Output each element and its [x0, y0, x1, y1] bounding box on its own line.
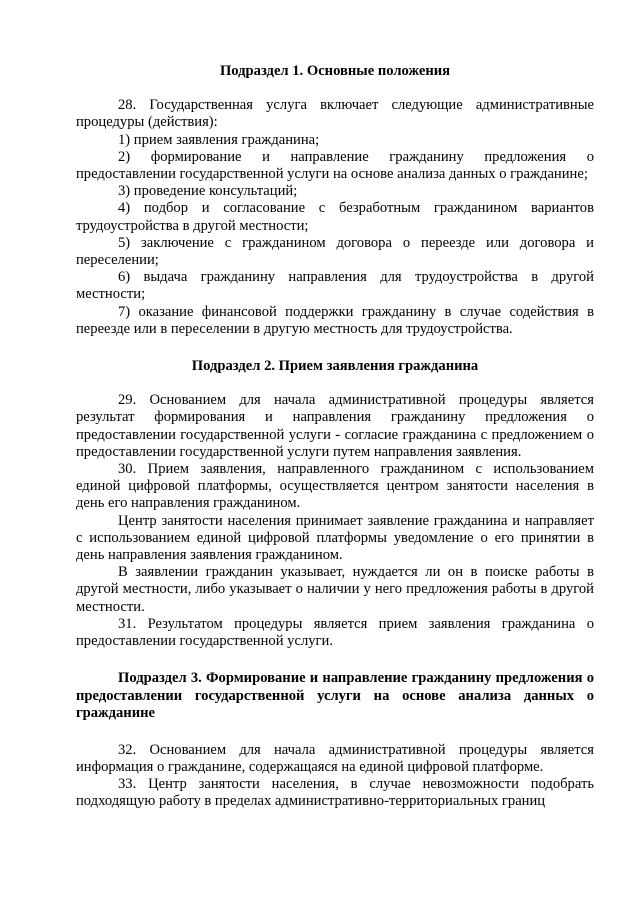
section-1-heading: Подраздел 1. Основные положения: [219, 63, 451, 79]
paragraph: Центр занятости населения принимает заявление гражданина и направляет с использованием единой цифровой платформы уведомление о его принятии в день направления заявления гражданином.: [76, 512, 594, 564]
paragraph: 7) оказание финансовой поддержки гражданину в случае содействия в переезде или в переселении в другую местность для трудоустройства.: [76, 303, 594, 337]
section-3: [76, 670, 594, 810]
paragraph: 28. Государственная услуга включает следующие административные процедуры (действия):: [76, 97, 594, 131]
paragraph: В заявлении гражданин указывает, нуждается ли он в поиске работы в другой местности, либо указывает о наличии у него предложения работы в другой местности.: [76, 564, 594, 615]
paragraph: 3) проведение консультаций;: [118, 183, 298, 200]
paragraph: 4) подбор и согласование с безработным гражданином вариантов трудоустройства в другой местности;: [76, 200, 594, 234]
section-2-heading: Подраздел 2. Прием заявления гражданина: [191, 358, 479, 375]
document-page: [76, 0, 594, 810]
paragraph: 1) прием заявления гражданина;: [118, 131, 320, 148]
section-3-heading: Подраздел 3. Формирование и направление гражданину предложения о предоставлении государственной услуги на основе анализа данных о гражданине: [76, 670, 594, 722]
paragraph: 2) формирование и направление гражданину предложения о предоставлении государственной услуги на основе анализа данных о гражданине;: [76, 148, 594, 183]
paragraph: 29. Основанием для начала административной процедуры является результат формирования и направления гражданину предложения о предоставлении государственной услуги - согласие гражданина с предложением о предоставлении государственной услуги путем направления заявления.: [76, 392, 594, 460]
paragraph: 6) выдача гражданину направления для трудоустройства в другой местности;: [76, 269, 594, 303]
paragraph: 30. Прием заявления, направленного гражданином с использованием единой цифровой платформы, осуществляется центром занятости населения в день его направления гражданином.: [76, 461, 594, 512]
paragraph: 5) заключение с гражданином договора о переезде или договора и переселении;: [76, 234, 594, 269]
section-1: [76, 0, 594, 338]
paragraph: 32. Основанием для начала административной процедуры является информация о гражданине, содержащаяся на единой цифровой платформе.: [76, 741, 594, 775]
paragraph: 33. Центр занятости населения, в случае невозможности подобрать подходящую работу в пределах административно-территориальных границ: [76, 775, 594, 810]
paragraph: 31. Результатом процедуры является прием заявления гражданина о предоставлении государственной услуги.: [76, 615, 594, 650]
section-2: [76, 358, 594, 650]
